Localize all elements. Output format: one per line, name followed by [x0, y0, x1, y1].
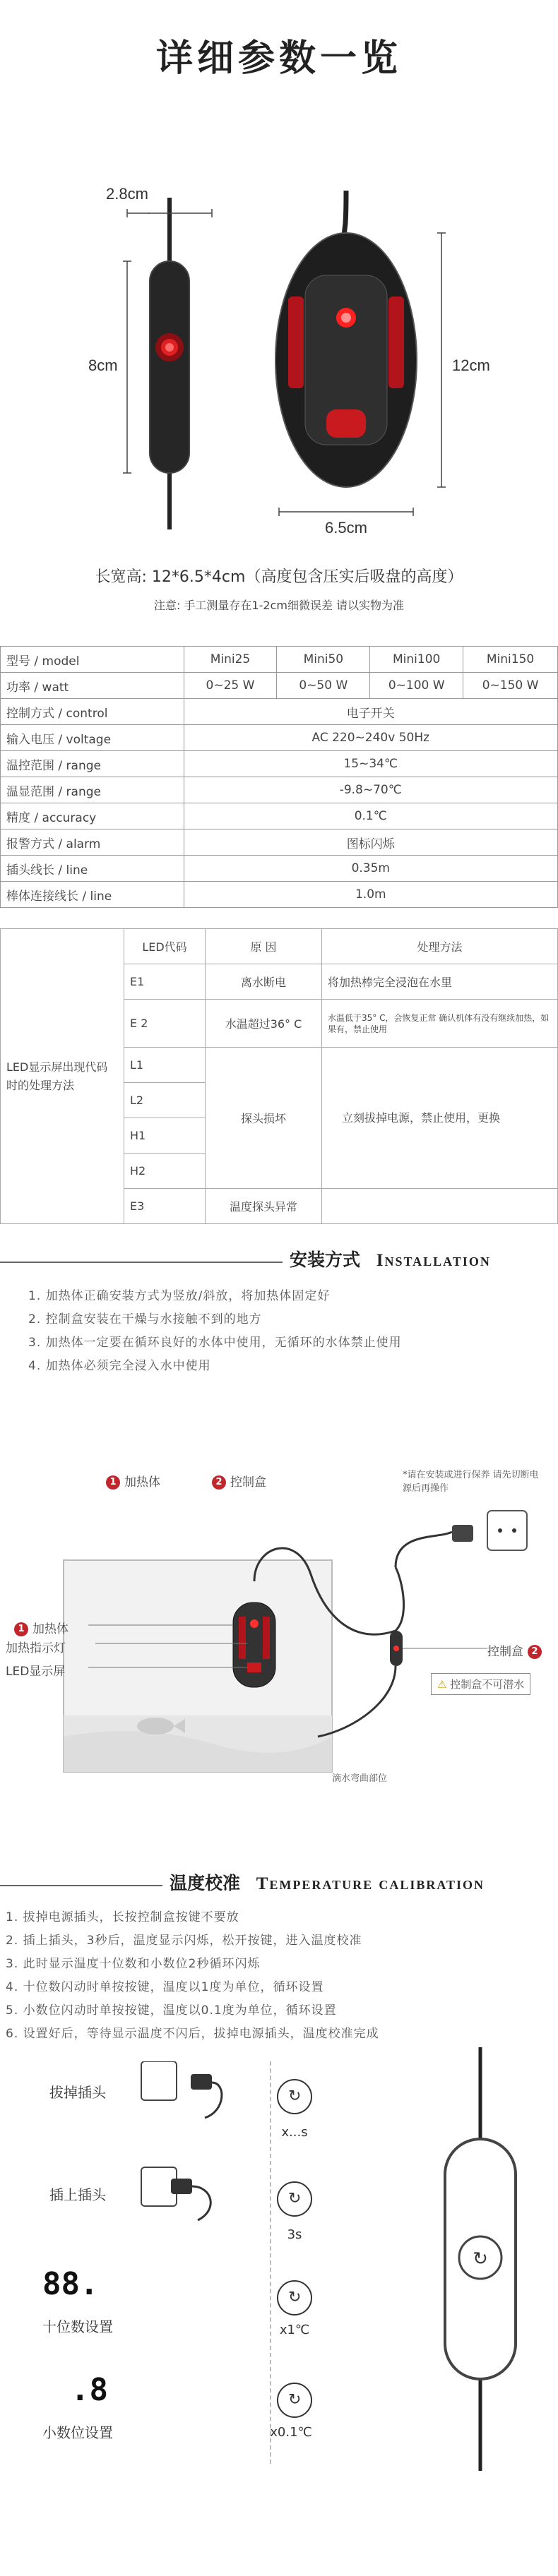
dim-width-bottom: 6.5cm: [325, 519, 367, 537]
step-divider: [270, 2061, 271, 2464]
spec-row-label: 温控范围 / range: [1, 751, 184, 777]
list-item: 2. 控制盒安装在干燥与水接触不到的地方: [28, 1312, 262, 1326]
legend-control-text: 控制盒: [230, 1475, 266, 1490]
spec-row-value: 0.1℃: [184, 803, 557, 829]
plug-illustrations: [127, 2061, 233, 2224]
table-row: [1, 725, 558, 751]
install-steps: [28, 1285, 402, 1378]
tens-display: 88.: [42, 2266, 99, 2302]
spec-row-label: 插头线长 / line: [1, 856, 184, 882]
dim-height-right: 12cm: [452, 357, 490, 374]
spec-model-4: Mini150: [463, 647, 558, 673]
table-row: [1, 673, 558, 699]
install-title-cn: 安装方式: [290, 1250, 361, 1270]
spec-table: [0, 646, 558, 908]
heater-callout-dot: 1: [14, 1622, 28, 1636]
spec-power-2: 0~50 W: [277, 673, 370, 699]
error-code: H1: [124, 1118, 206, 1154]
spec-power-label: 功率 / watt: [1, 673, 184, 699]
spec-row-label: 控制方式 / control: [1, 699, 184, 725]
list-item: 1. 拔掉电源插头，长按控制盒按键不要放: [6, 1910, 239, 1924]
spec-row-value: 电子开关: [184, 699, 557, 725]
step-time-1: x...s: [281, 2125, 308, 2140]
table-row: [1, 647, 558, 673]
hero-note: 注意: 手工测量存在1-2cm细微误差 请以实物为准: [153, 599, 405, 612]
spec-row-label: 输入电压 / voltage: [1, 725, 184, 751]
warning-icon: ⚠: [437, 1678, 447, 1691]
table-row: [1, 777, 558, 803]
table-row: [1, 699, 558, 725]
decimal-display: .8: [71, 2372, 108, 2408]
controller-closeup: [424, 2047, 537, 2471]
error-fix-empty: [322, 1189, 558, 1224]
tens-label: 十位数设置: [42, 2318, 113, 2335]
heater-callout: [14, 1619, 69, 1636]
step-time-3: x1℃: [279, 2323, 310, 2337]
spec-row-value: 图标闪烁: [184, 829, 557, 856]
table-row: [1, 751, 558, 777]
error-code: E3: [124, 1189, 206, 1224]
list-item: 6. 设置好后，等待显示温度不闪后，拔掉电源插头，温度校准完成: [6, 2027, 379, 2041]
error-header-cause: 原 因: [206, 929, 322, 964]
install-diagram: [0, 1504, 558, 1800]
legend-dot-2: 2: [212, 1475, 226, 1490]
step-time-2: 3s: [287, 2227, 302, 2242]
error-cause: 探头损坏: [206, 1048, 322, 1189]
warning-text: 控制盒不可潜水: [450, 1678, 525, 1691]
spec-row-label: 棒体连接线长 / line: [1, 882, 184, 908]
spec-power-3: 0~100 W: [370, 673, 463, 699]
error-header-fix: 处理方法: [322, 929, 558, 964]
error-code: E 2: [124, 1000, 206, 1048]
page-title: 详细参数一览: [155, 37, 402, 80]
product-hero: [0, 176, 558, 551]
calib-title-en: Temperature calibration: [256, 1874, 485, 1893]
error-code: E1: [124, 964, 206, 1000]
calib-steps: [6, 1906, 379, 2046]
legend-heater: [106, 1472, 160, 1490]
list-item: 3. 加热体一定要在循环良好的水体中使用，无循环的水体禁止使用: [28, 1336, 402, 1350]
legend-heater-text: 加热体: [124, 1475, 160, 1490]
warning-box: [431, 1673, 530, 1695]
legend-control: [212, 1472, 266, 1490]
spec-row-value: 15~34℃: [184, 751, 557, 777]
error-cause: 温度探头异常: [206, 1189, 322, 1224]
calib-heading-rule: [0, 1885, 162, 1886]
error-code: L1: [124, 1048, 206, 1083]
control-callout-text: 控制盒: [487, 1645, 523, 1659]
plugin-label: 插上插头: [49, 2186, 106, 2203]
error-cause: 水温超过36° C: [206, 1000, 322, 1048]
install-title-en: Installation: [376, 1251, 491, 1270]
refresh-icon: ↻: [277, 2280, 312, 2316]
install-heading: [290, 1246, 558, 1271]
spec-row-label: 报警方式 / alarm: [1, 829, 184, 856]
spec-row-value: -9.8~70℃: [184, 777, 557, 803]
table-row: [1, 882, 558, 908]
heater-callout-text: 加热体: [32, 1622, 69, 1636]
spec-power-4: 0~150 W: [463, 673, 558, 699]
error-fix: 将加热棒完全浸泡在水里: [322, 964, 558, 1000]
svg-text:↻: ↻: [473, 2248, 488, 2270]
list-item: 2. 插上插头，3秒后，温度显示闪烁，松开按键，进入温度校准: [6, 1934, 362, 1948]
dim-width-top: 2.8cm: [106, 185, 148, 203]
spec-model-label: 型号 / model: [1, 647, 184, 673]
table-row: [1, 929, 558, 964]
error-fix: 立刻拔掉电源，禁止使用，更换: [322, 1048, 558, 1189]
decimal-label: 小数位设置: [42, 2424, 113, 2441]
error-header-code: LED代码: [124, 929, 206, 964]
hero-caption: 长宽高: 12*6.5*4cm（高度包含压实后吸盘的高度）: [95, 568, 463, 586]
safety-note: *请在安装或进行保养 请先切断电源后再操作: [403, 1470, 539, 1494]
spec-model-2: Mini50: [277, 647, 370, 673]
spec-row-value: 0.35m: [184, 856, 557, 882]
list-item: 1. 加热体正确安装方式为竖放/斜放，将加热体固定好: [28, 1289, 331, 1303]
control-callout: [487, 1641, 546, 1659]
error-code: H2: [124, 1154, 206, 1189]
error-cause: 离水断电: [206, 964, 322, 1000]
error-code: L2: [124, 1083, 206, 1118]
refresh-icon: ↻: [277, 2079, 312, 2114]
spec-row-value: AC 220~240v 50Hz: [184, 725, 557, 751]
list-item: 4. 十位数闪动时单按按键，温度以1度为单位，循环设置: [6, 1980, 324, 1994]
error-code-table: [0, 928, 558, 1224]
spec-power-1: 0~25 W: [184, 673, 277, 699]
list-item: 4. 加热体必须完全浸入水中使用: [28, 1359, 211, 1373]
table-row: [1, 856, 558, 882]
step-time-4: x0.1℃: [270, 2425, 312, 2440]
calib-heading: [170, 1869, 558, 1895]
error-fix: 水温低于35° C，会恢复正常 确认机体有没有继续加热，如果有，禁止使用: [322, 1000, 558, 1048]
list-item: 3. 此时显示温度十位数和小数位2秒循环闪烁: [6, 1957, 261, 1971]
spec-row-value: 1.0m: [184, 882, 557, 908]
refresh-icon: ↻: [277, 2181, 312, 2217]
led-callout: LED显示屏: [6, 1665, 66, 1679]
refresh-icon: ↻: [277, 2383, 312, 2418]
spec-model-3: Mini100: [370, 647, 463, 673]
install-heading-rule: [0, 1262, 283, 1263]
legend-dot-1: 1: [106, 1475, 120, 1490]
spec-row-label: 精度 / accuracy: [1, 803, 184, 829]
spec-row-label: 温显范围 / range: [1, 777, 184, 803]
table-row: [1, 803, 558, 829]
list-item: 5. 小数位闪动时单按按键，温度以0.1度为单位，循环设置: [6, 2003, 337, 2018]
control-callout-dot: 2: [528, 1645, 542, 1659]
error-side-label: LED显示屏出现代码时的处理方法: [1, 929, 124, 1224]
dim-height-left: 8cm: [88, 357, 118, 374]
indicator-callout: 加热指示灯: [6, 1641, 66, 1655]
table-row: [1, 829, 558, 856]
drip-loop-label: 滴水弯曲部位: [332, 1773, 388, 1784]
spec-model-1: Mini25: [184, 647, 277, 673]
calib-title-cn: 温度校准: [170, 1873, 241, 1893]
unplug-label: 拔掉插头: [49, 2084, 106, 2101]
